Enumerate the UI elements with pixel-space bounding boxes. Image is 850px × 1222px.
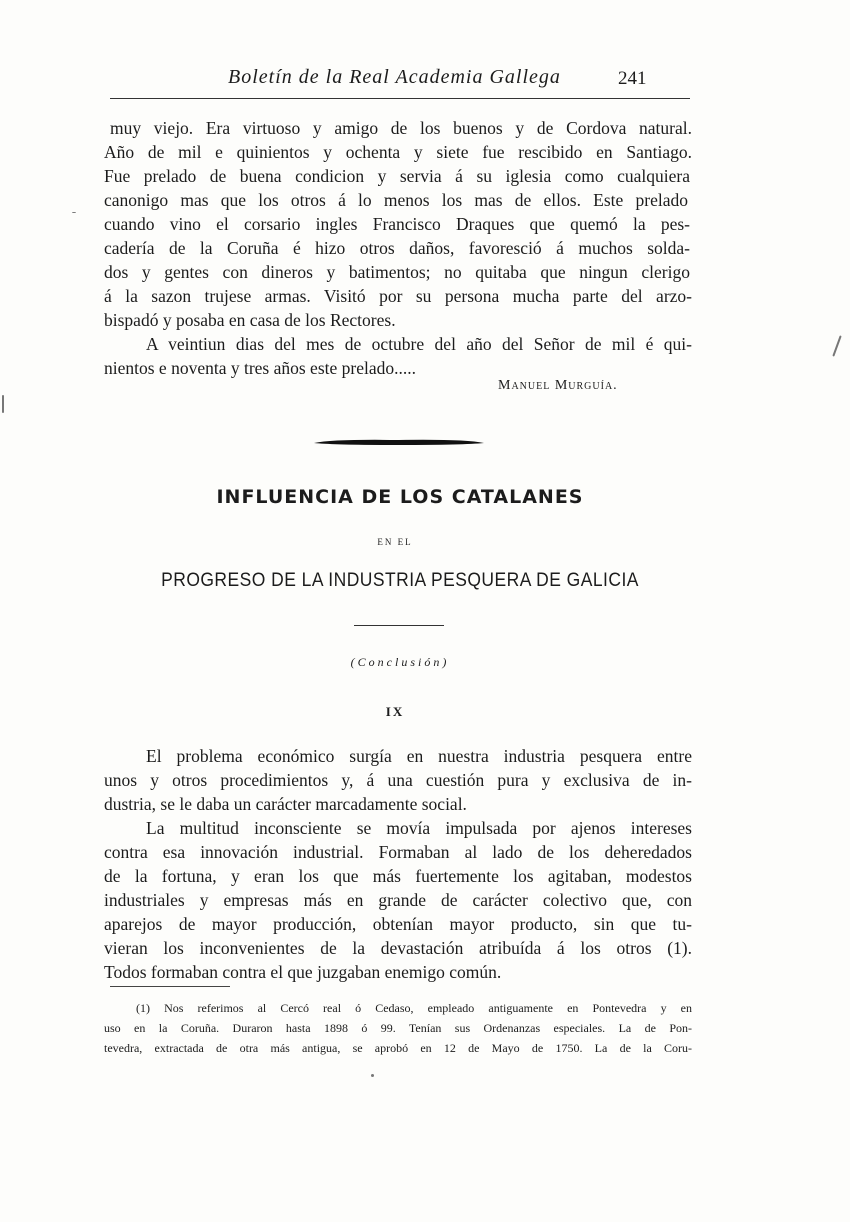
article-title-line1: INFLUENCIA DE LOS CATALANES <box>216 486 584 508</box>
article-title-connector: EN EL <box>377 537 413 547</box>
footnote-line: uso en la Coruña. Duraron hasta 1898 ó 99. Tenían sus Ordenanzas especiales. La de Pon- <box>104 1021 692 1035</box>
scan-mark <box>832 335 841 356</box>
scan-mark <box>2 395 4 413</box>
text-line: muy viejo. Era virtuoso y amigo de los buenos y de Cordova natural. <box>110 118 692 138</box>
article-title-line2: PROGRESO DE LA INDUSTRIA PESQUERA DE GALICIA <box>161 570 639 591</box>
page-number: 241 <box>618 68 647 89</box>
text-line: contra esa innovación industrial. Formaban al lado de los deheredados <box>104 842 692 862</box>
text-line: El problema económico surgía en nuestra industria pesquera entre <box>146 746 692 766</box>
running-header-title: Boletín de la Real Academia Gallega <box>228 66 561 88</box>
author-signature: Manuel Murguía. <box>498 378 618 393</box>
text-line: dustria, se le daba un carácter marcadamente social. <box>104 794 467 814</box>
text-line: bispadó y posaba en casa de los Rectores. <box>104 310 396 330</box>
text-line: Año de mil e quinientos y ochenta y siete fue rescibido en Santiago. <box>104 142 692 162</box>
text-line: vieran los inconvenientes de la devastación atribuída á los otros (1). <box>104 938 692 958</box>
text-line: industriales y empresas más en grande de carácter colectivo que, con <box>104 890 692 910</box>
text-line: cuando vino el corsario ingles Francisco Draques que quemó la pes- <box>104 214 690 234</box>
article-subtitle: (Conclusión) <box>350 655 450 669</box>
section-divider-ornament <box>314 438 484 446</box>
text-line: de la fortuna, y eran los que más fuertemente los agitaban, modestos <box>104 866 692 886</box>
text-line: A veintiun dias del mes de octubre del año del Señor de mil é qui- <box>146 334 692 354</box>
section-number: IX <box>385 704 405 719</box>
footnote-rule <box>110 986 230 987</box>
scan-speck <box>72 212 76 213</box>
scan-speck <box>371 1074 374 1077</box>
header-rule <box>110 98 690 99</box>
text-line: nientos e noventa y tres años este prelado..... <box>104 358 416 378</box>
text-line: canonigo mas que los otros á lo menos los mas de ellos. Este prelado <box>104 190 688 210</box>
text-line: Todos formaban contra el que juzgaban enemigo común. <box>104 962 502 982</box>
title-rule <box>354 625 444 626</box>
text-line: cadería de la Coruña é hizo otros daños, favoresció á muchos solda- <box>104 238 690 258</box>
text-line: aparejos de mayor producción, obtenían mayor producto, sin que tu- <box>104 914 692 934</box>
text-line: á la sazon trujese armas. Visitó por su persona mucha parte del arzo- <box>104 286 692 306</box>
text-line: dos y gentes con dineros y batimentos; no quitaba que ningun clerigo <box>104 262 690 282</box>
text-line: Fue prelado de buena condicion y servia á su iglesia como cualquiera <box>104 166 690 186</box>
text-line: unos y otros procedimientos y, á una cuestión pura y exclusiva de in- <box>104 770 692 790</box>
footnote-line: tevedra, extractada de otra más antigua, se aprobó en 12 de Mayo de 1750. La de la Coru- <box>104 1041 692 1055</box>
text-line: La multitud inconsciente se movía impulsada por ajenos intereses <box>146 818 692 838</box>
footnote-line: (1) Nos referimos al Cercó real ó Cedaso, empleado antiguamente en Pontevedra y en <box>136 1001 692 1015</box>
